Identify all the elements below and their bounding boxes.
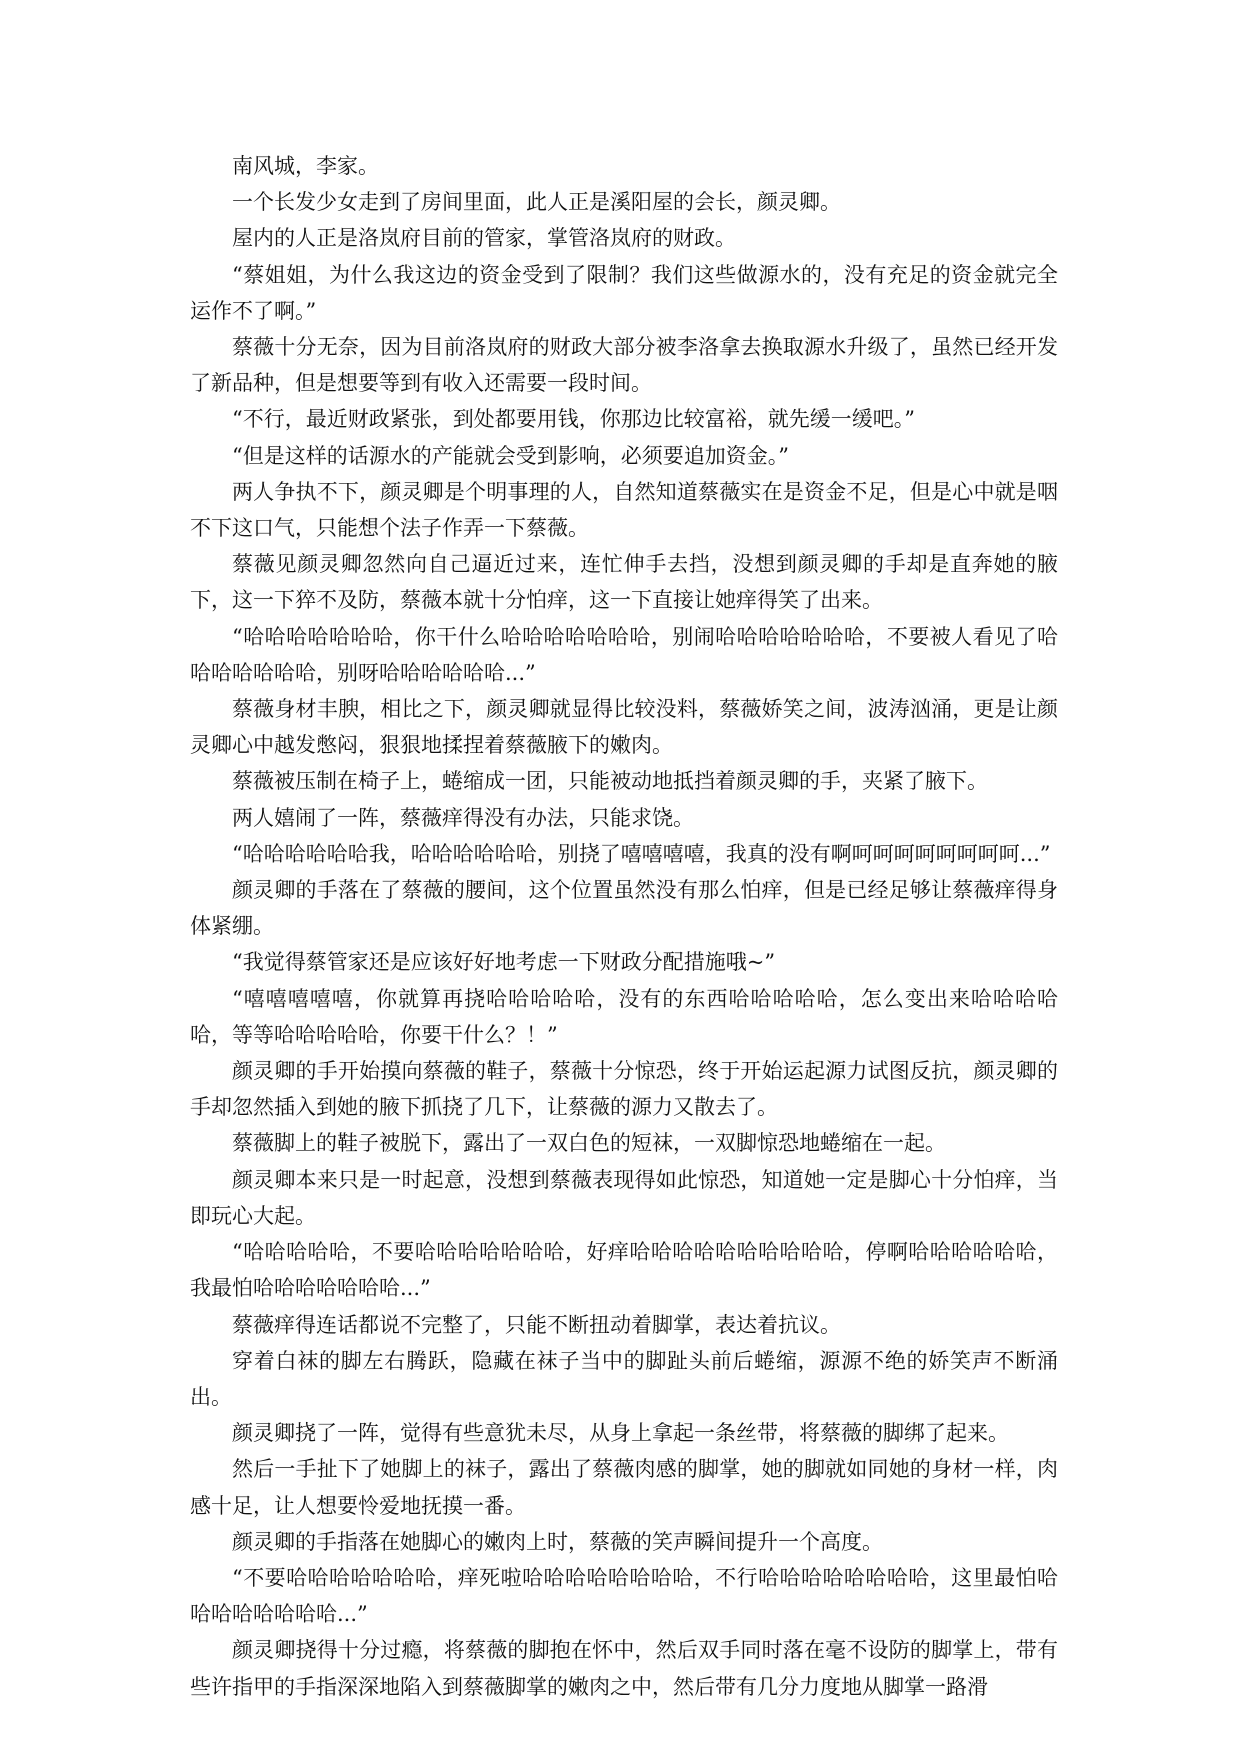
paragraph: 两人争执不下，颜灵卿是个明事理的人，自然知道蔡薇实在是资金不足，但是心中就是咽不下这口气，只能想个法子作弄一下蔡薇。 [190,479,1058,541]
paragraph: 颜灵卿的手开始摸向蔡薇的鞋子，蔡薇十分惊恐，终于开始运起源力试图反抗，颜灵卿的手却忽然插入到她的腋下抓挠了几下，让蔡薇的源力又散去了。 [190,1059,1058,1120]
paragraph: 蔡薇被压制在椅子上，蜷缩成一团，只能被动地抵挡着颜灵卿的手，夹紧了腋下。 [232,769,988,794]
paragraph: 蔡薇见颜灵卿忽然向自己逼近过来，连忙伸手去挡，没想到颜灵卿的手却是直奔她的腋下，这一下猝不及防，蔡薇本就十分怕痒，这一下直接让她痒得笑了出来。 [190,552,1058,613]
paragraph: 屋内的人正是洛岚府目前的管家，掌管洛岚府的财政。 [232,226,736,251]
paragraph: 蔡薇脚上的鞋子被脱下，露出了一双白色的短袜，一双脚惊恐地蜷缩在一起。 [232,1131,946,1156]
paragraph: 颜灵卿挠得十分过瘾，将蔡薇的脚抱在怀中，然后双手同时落在毫不设防的脚掌上，带有些许指甲的手指深深地陷入到蔡薇脚掌的嫩肉之中，然后带有几分力度地从脚掌一路滑 [190,1638,1058,1699]
paragraph: 颜灵卿挠了一阵，觉得有些意犹未尽，从身上拿起一条丝带，将蔡薇的脚绑了起来。 [232,1421,1009,1446]
paragraph: “哈哈哈哈哈哈哈，你干什么哈哈哈哈哈哈哈，别闹哈哈哈哈哈哈哈，不要被人看见了哈哈哈哈哈哈哈，别呀哈哈哈哈哈哈...” [190,624,1058,685]
paragraph: 颜灵卿的手指落在她脚心的嫩肉上时，蔡薇的笑声瞬间提升一个高度。 [232,1529,883,1554]
paragraph: 两人嬉闹了一阵，蔡薇痒得没有办法，只能求饶。 [232,805,694,830]
paragraph: “但是这样的话源水的产能就会受到影响，必须要追加资金。” [232,443,789,468]
paragraph: “我觉得蔡管家还是应该好好地考虑一下财政分配措施哦~” [232,950,776,975]
paragraph: “不要哈哈哈哈哈哈哈，痒死啦哈哈哈哈哈哈哈哈，不行哈哈哈哈哈哈哈哈，这里最怕哈哈哈哈哈哈哈哈...” [190,1565,1058,1627]
paragraph: 然后一手扯下了她脚上的袜子，露出了蔡薇肉感的脚掌，她的脚就如同她的身材一样，肉感十足，让人想要怜爱地抚摸一番。 [190,1457,1058,1518]
paragraph: 蔡薇十分无奈，因为目前洛岚府的财政大部分被李洛拿去换取源水升级了，虽然已经开发了新品种，但是想要等到有收入还需要一段时间。 [190,335,1058,396]
paragraph: 南风城，李家。 [232,154,379,178]
paragraph: 颜灵卿本来只是一时起意，没想到蔡薇表现得如此惊恐，知道她一定是脚心十分怕痒，当即玩心大起。 [190,1167,1058,1228]
paragraph: “哈哈哈哈哈哈我，哈哈哈哈哈哈，别挠了嘻嘻嘻嘻，我真的没有啊呵呵呵呵呵呵呵呵...” [232,841,1051,866]
paragraph: 蔡薇痒得连话都说不完整了，只能不断扭动着脚掌，表达着抗议。 [232,1312,841,1337]
paragraph: 穿着白袜的脚左右腾跃，隐藏在袜子当中的脚趾头前后蜷缩，源源不绝的娇笑声不断涌出。 [190,1348,1058,1409]
document-page [190,148,1058,1705]
paragraph: “不行，最近财政紧张，到处都要用钱，你那边比较富裕，就先缓一缓吧。” [232,407,915,432]
paragraph: 蔡薇身材丰腴，相比之下，颜灵卿就显得比较没料，蔡薇娇笑之间，波涛汹涌，更是让颜灵卿心中越发憋闷，狠狠地揉捏着蔡薇腋下的嫩肉。 [190,697,1058,758]
paragraph: “哈哈哈哈哈，不要哈哈哈哈哈哈哈，好痒哈哈哈哈哈哈哈哈哈哈，停啊哈哈哈哈哈哈，我最怕哈哈哈哈哈哈哈...” [190,1240,1058,1301]
paragraph: “蔡姐姐，为什么我这边的资金受到了限制？我们这些做源水的，没有充足的资金就完全运作不了啊。” [190,262,1058,323]
paragraph: 一个长发少女走到了房间里面，此人正是溪阳屋的会长，颜灵卿。 [232,190,841,215]
paragraph: 颜灵卿的手落在了蔡薇的腰间，这个位置虽然没有那么怕痒，但是已经足够让蔡薇痒得身体紧绷。 [190,878,1058,939]
paragraph: “嘻嘻嘻嘻嘻，你就算再挠哈哈哈哈哈，没有的东西哈哈哈哈哈，怎么变出来哈哈哈哈哈，等等哈哈哈哈哈，你要干什么？！” [190,986,1058,1047]
